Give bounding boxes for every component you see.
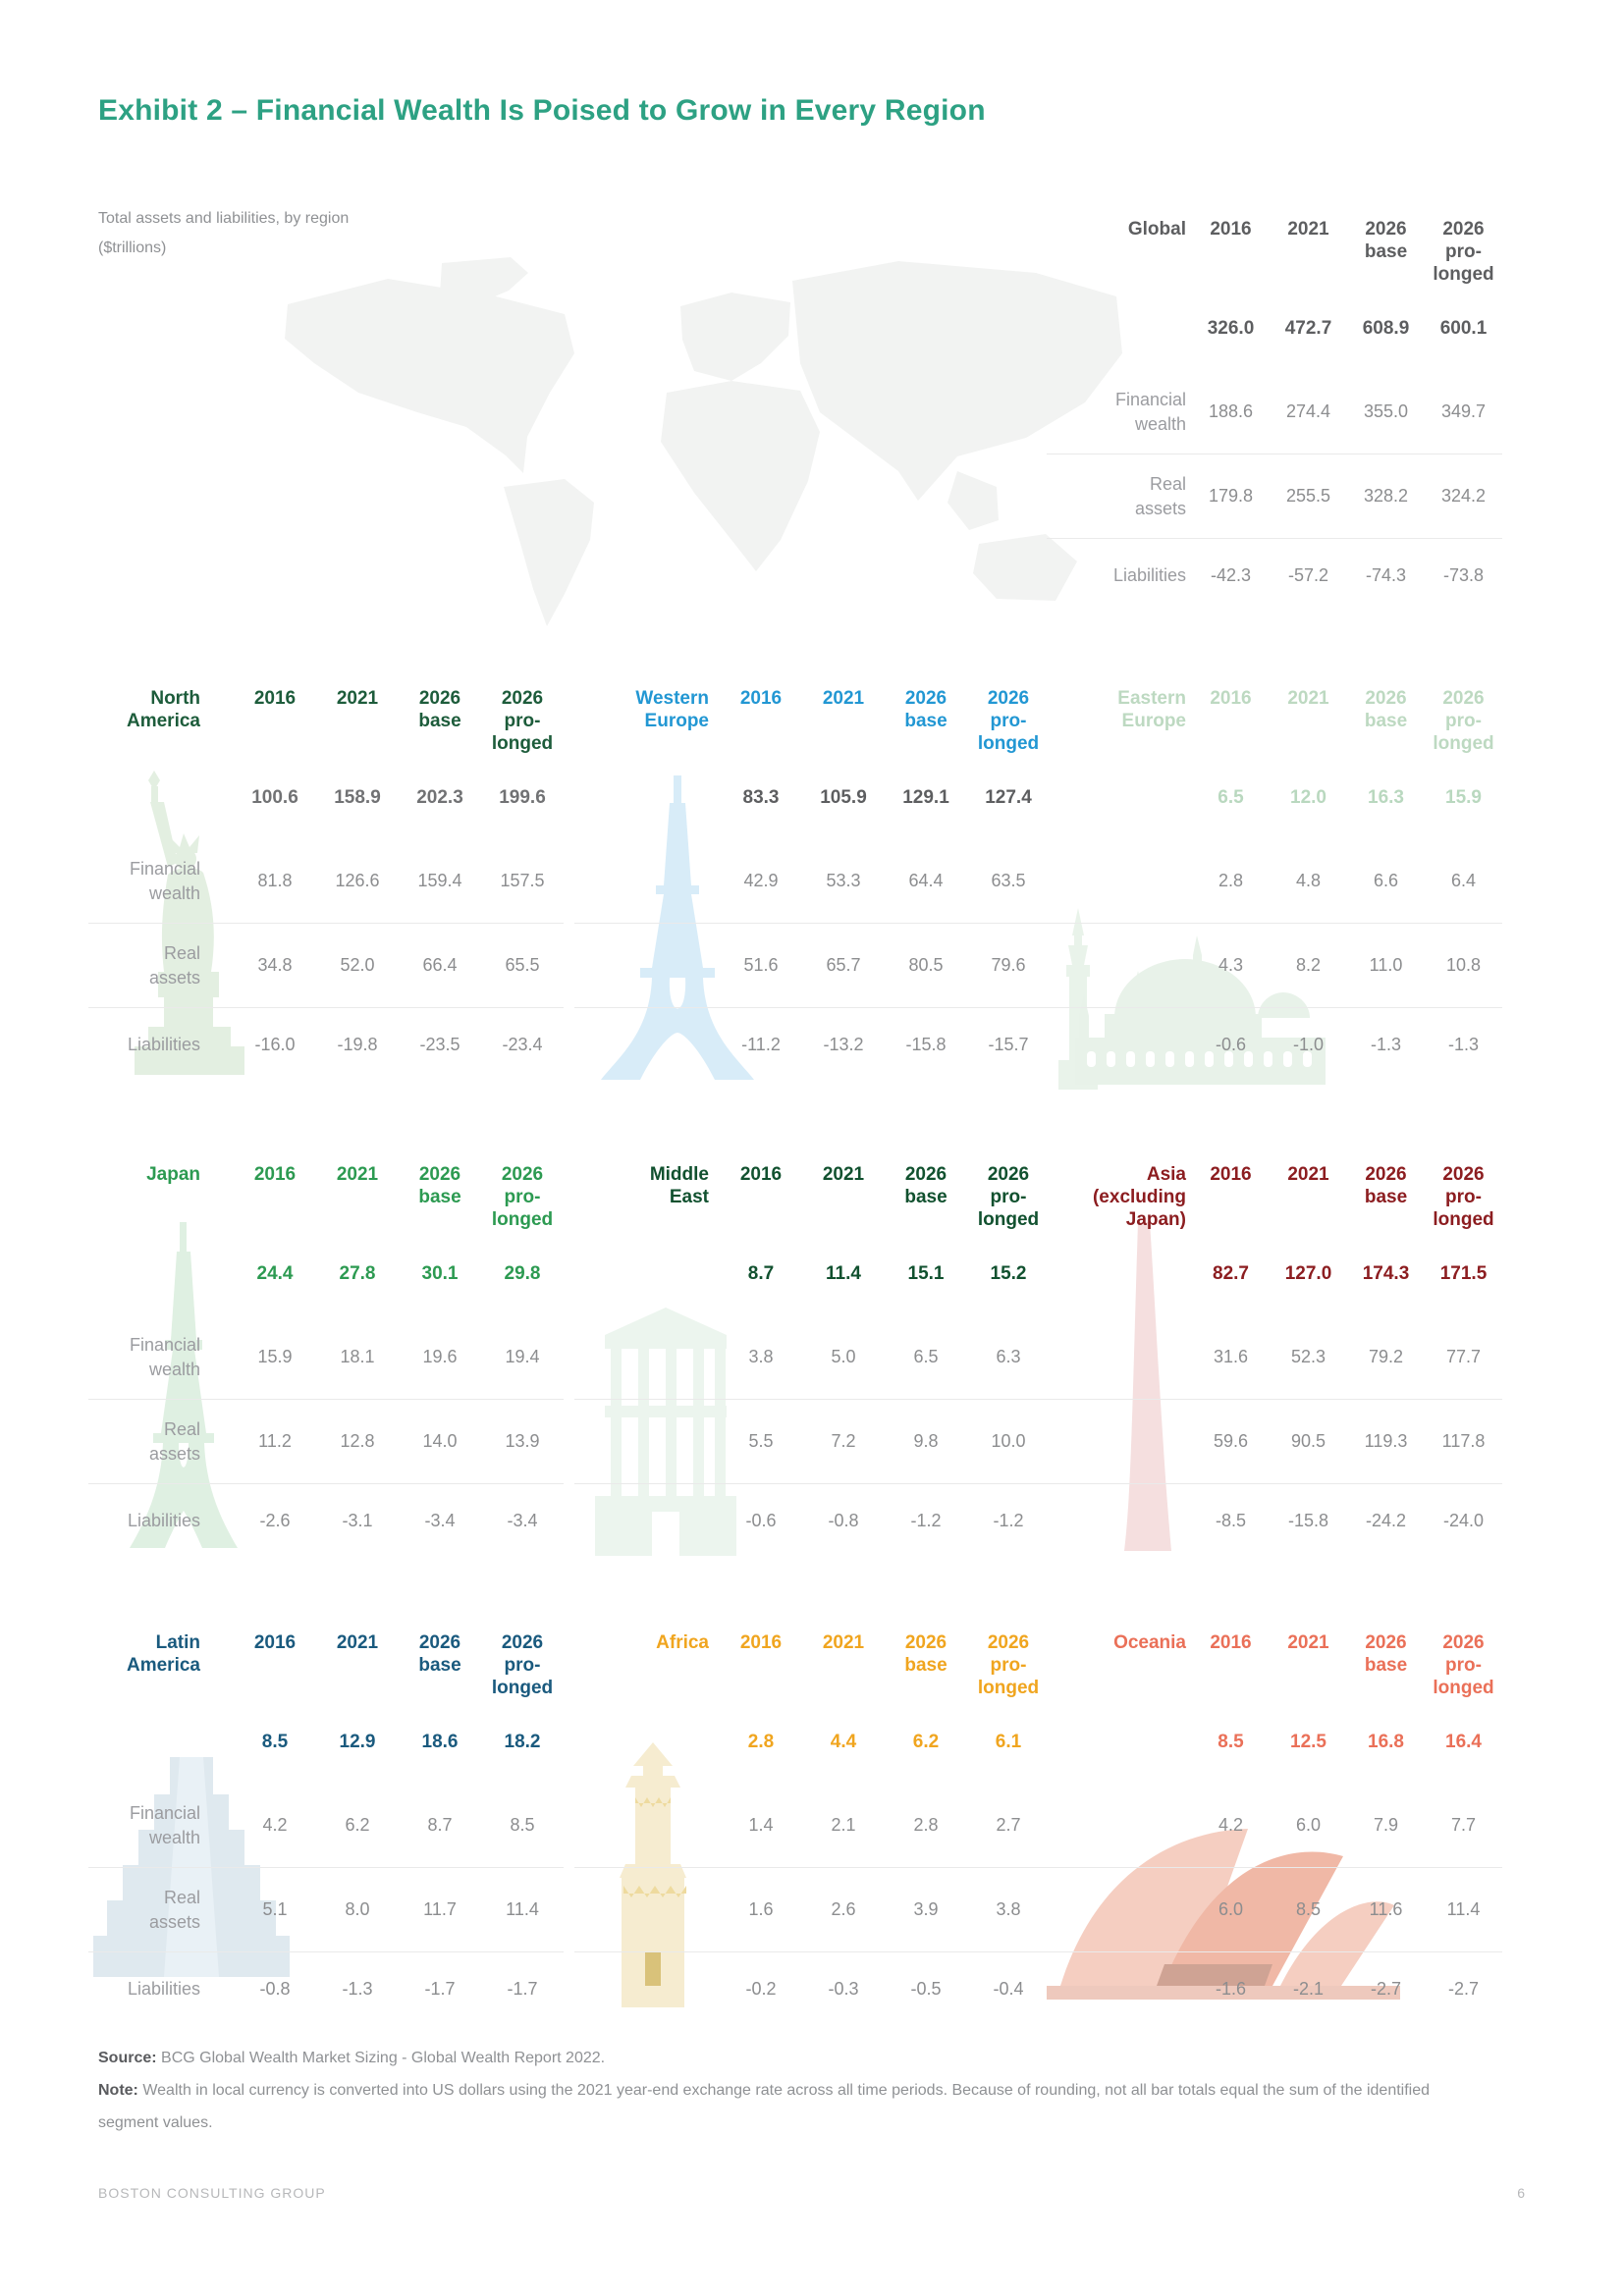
value-cell: 11.4	[1446, 1899, 1481, 1919]
value-cell: 2.1	[831, 1815, 856, 1835]
financial-wealth-row	[1047, 1784, 1502, 1867]
value-cell: 51.6	[743, 955, 779, 975]
value-cell: 11.4	[506, 1899, 539, 1919]
real-assets-row	[1047, 923, 1502, 1007]
value-cell: -57.2	[1287, 565, 1329, 585]
value-cell: 11.6	[1369, 1899, 1403, 1919]
table-header-row	[88, 1163, 564, 1232]
total-value: 16.8	[1368, 1731, 1404, 1752]
value-cell: 8.5	[1295, 1899, 1322, 1919]
total-value: 29.8	[504, 1262, 541, 1284]
financial-wealth-row	[1047, 839, 1502, 923]
financial-wealth-row	[574, 1784, 1050, 1867]
financial-wealth-row	[574, 839, 1050, 923]
liabilities-row	[574, 1951, 1050, 2026]
region-title: Oceania	[1113, 1632, 1186, 1653]
value-cell: -15.8	[905, 1035, 947, 1054]
region-title: Eastern Europe	[1117, 688, 1186, 731]
column-header: 2026 base	[418, 1632, 461, 1676]
financial-wealth-row	[88, 839, 564, 923]
total-value: 12.9	[339, 1731, 376, 1752]
row-label: Real assets	[148, 942, 200, 988]
value-cell: 159.4	[417, 871, 462, 890]
value-cell: 11.7	[423, 1899, 457, 1919]
value-cell: 9.8	[913, 1431, 939, 1451]
column-header: 2021	[336, 1164, 379, 1185]
column-header: 2021	[822, 688, 865, 709]
total-row	[88, 756, 564, 839]
total-value: 16.4	[1445, 1731, 1482, 1752]
total-value: 472.7	[1284, 317, 1332, 339]
value-cell: 63.5	[991, 871, 1026, 890]
table-global	[1047, 218, 1502, 613]
value-cell: -1.7	[424, 1979, 456, 1999]
total-value: 326.0	[1207, 317, 1255, 339]
value-cell: -0.4	[993, 1979, 1024, 1999]
value-cell: 355.0	[1363, 401, 1409, 421]
liabilities-row	[88, 1007, 564, 1082]
total-value: 15.1	[907, 1262, 945, 1284]
value-cell: -2.6	[259, 1511, 291, 1530]
financial-wealth-row	[1047, 370, 1502, 454]
value-cell: -3.4	[424, 1511, 456, 1530]
table-africa	[574, 1631, 1050, 2026]
table-japan	[88, 1163, 564, 1558]
value-cell: 2.8	[1218, 871, 1244, 890]
liabilities-row	[574, 1483, 1050, 1558]
value-cell: -0.2	[745, 1979, 777, 1999]
footer-company: BOSTON CONSULTING GROUP	[98, 2185, 326, 2201]
page-footer	[98, 2185, 1526, 2201]
table-header-row	[1047, 1631, 1502, 1700]
column-header: 2021	[822, 1632, 865, 1653]
table-header-row	[1047, 218, 1502, 287]
column-header: 2021	[336, 688, 379, 709]
value-cell: 179.8	[1208, 486, 1254, 506]
value-cell: 15.9	[257, 1347, 293, 1366]
column-header: 2016	[253, 1632, 297, 1653]
column-header: 2026 base	[1364, 1164, 1408, 1207]
financial-wealth-row	[88, 1784, 564, 1867]
value-cell: -16.0	[254, 1035, 296, 1054]
real-assets-row	[574, 1867, 1050, 1951]
value-cell: 5.5	[748, 1431, 774, 1451]
region-title: Western Europe	[635, 688, 709, 731]
value-cell: 8.2	[1295, 955, 1322, 975]
row-label: Real assets	[148, 1887, 200, 1932]
real-assets-row	[88, 1867, 564, 1951]
table-header-row	[574, 1163, 1050, 1232]
value-cell: 11.2	[258, 1431, 292, 1451]
table-middle-east	[574, 1163, 1050, 1558]
column-header: 2021	[1287, 1164, 1329, 1185]
real-assets-row	[1047, 454, 1502, 538]
row-label: Liabilities	[127, 1511, 200, 1530]
total-value: 12.5	[1290, 1731, 1326, 1752]
value-cell: -15.8	[1287, 1511, 1329, 1530]
value-cell: 64.4	[908, 871, 944, 890]
value-cell: 8.0	[345, 1899, 370, 1919]
total-row	[574, 756, 1050, 839]
value-cell: 53.3	[826, 871, 861, 890]
real-assets-row	[574, 923, 1050, 1007]
column-header: 2026 base	[904, 688, 947, 731]
column-header: 2016	[1210, 688, 1252, 709]
value-cell: 7.7	[1450, 1815, 1477, 1835]
source-text: BCG Global Wealth Market Sizing - Global Wealth Report 2022.	[156, 2050, 606, 2066]
column-header: 2026 pro- longed	[977, 1164, 1040, 1230]
value-cell: 11.0	[1369, 955, 1403, 975]
total-row	[1047, 756, 1502, 839]
total-value: 12.0	[1290, 786, 1326, 808]
column-header: 2026 pro- longed	[1433, 219, 1494, 285]
value-cell: 79.2	[1368, 1347, 1404, 1366]
value-cell: -3.1	[342, 1511, 373, 1530]
value-cell: 126.6	[335, 871, 380, 890]
value-cell: 19.6	[422, 1347, 458, 1366]
value-cell: 79.6	[991, 955, 1026, 975]
value-cell: 2.7	[996, 1815, 1021, 1835]
total-value: 608.9	[1362, 317, 1410, 339]
region-title: Asia (excluding Japan)	[1092, 1164, 1186, 1230]
column-header: 2021	[1287, 1632, 1329, 1653]
real-assets-row	[574, 1399, 1050, 1483]
value-cell: 6.2	[345, 1815, 370, 1835]
real-assets-row	[1047, 1867, 1502, 1951]
table-header-row	[1047, 1163, 1502, 1232]
table-latin-america	[88, 1631, 564, 2026]
value-cell: 4.3	[1218, 955, 1244, 975]
world-map-illustration	[270, 245, 1129, 633]
value-cell: 19.4	[505, 1347, 540, 1366]
value-cell: 42.9	[743, 871, 779, 890]
value-cell: 2.6	[831, 1899, 856, 1919]
total-value: 27.8	[339, 1262, 376, 1284]
value-cell: 324.2	[1440, 486, 1487, 506]
total-value: 8.5	[261, 1731, 289, 1752]
total-value: 199.6	[499, 786, 546, 808]
column-header: 2026 base	[1364, 1632, 1408, 1676]
column-header: 2021	[822, 1164, 865, 1185]
value-cell: 4.8	[1295, 871, 1322, 890]
column-header: 2026 pro- longed	[1433, 688, 1494, 754]
region-title: Global	[1127, 219, 1186, 240]
value-cell: 8.7	[427, 1815, 453, 1835]
total-value: 15.2	[990, 1262, 1027, 1284]
total-row	[88, 1232, 564, 1315]
value-cell: -24.0	[1442, 1511, 1485, 1530]
value-cell: 12.8	[340, 1431, 375, 1451]
value-cell: -74.3	[1365, 565, 1407, 585]
total-row	[574, 1700, 1050, 1784]
total-value: 600.1	[1439, 317, 1488, 339]
value-cell: -2.7	[1447, 1979, 1480, 1999]
column-header: 2016	[739, 1632, 783, 1653]
total-value: 24.4	[256, 1262, 294, 1284]
value-cell: 13.9	[505, 1431, 540, 1451]
value-cell: 6.0	[1218, 1899, 1244, 1919]
column-header: 2026 pro- longed	[977, 1632, 1040, 1698]
column-header: 2026 pro- longed	[491, 688, 554, 754]
table-header-row	[88, 687, 564, 756]
total-row	[1047, 287, 1502, 370]
liabilities-row	[1047, 538, 1502, 613]
total-value: 174.3	[1362, 1262, 1410, 1284]
total-value: 8.5	[1218, 1731, 1244, 1752]
total-row	[1047, 1232, 1502, 1315]
total-value: 6.5	[1218, 786, 1244, 808]
value-cell: -2.7	[1370, 1979, 1402, 1999]
total-value: 6.2	[912, 1731, 940, 1752]
total-value: 100.6	[251, 786, 298, 808]
column-header: 2026 pro- longed	[1433, 1164, 1494, 1230]
value-cell: 66.4	[422, 955, 458, 975]
value-cell: 6.4	[1450, 871, 1477, 890]
row-label: Financial wealth	[129, 1802, 200, 1847]
value-cell: 5.0	[831, 1347, 856, 1366]
table-asia-excluding-japan	[1047, 1163, 1502, 1558]
column-header: 2026 pro- longed	[1433, 1632, 1494, 1698]
column-header: 2026 base	[1364, 219, 1408, 262]
value-cell: -0.8	[259, 1979, 291, 1999]
row-label: Financial wealth	[129, 858, 200, 903]
table-header-row	[88, 1631, 564, 1700]
total-value: 82.7	[1213, 1262, 1249, 1284]
value-cell: 1.6	[748, 1899, 774, 1919]
real-assets-row	[1047, 1399, 1502, 1483]
column-header: 2016	[739, 688, 783, 709]
value-cell: -0.5	[910, 1979, 942, 1999]
liabilities-row	[1047, 1007, 1502, 1082]
table-north-america	[88, 687, 564, 1082]
value-cell: 3.8	[996, 1899, 1021, 1919]
total-value: 2.8	[747, 1731, 775, 1752]
value-cell: -1.3	[1370, 1035, 1402, 1054]
value-cell: 7.2	[831, 1431, 856, 1451]
column-header: 2021	[1287, 219, 1329, 240]
row-label: Liabilities	[1112, 565, 1186, 585]
value-cell: 3.8	[748, 1347, 774, 1366]
value-cell: 59.6	[1213, 1431, 1249, 1451]
total-row	[1047, 1700, 1502, 1784]
value-cell: -0.6	[1215, 1035, 1247, 1054]
value-cell: -1.0	[1292, 1035, 1325, 1054]
value-cell: 6.5	[913, 1347, 939, 1366]
column-header: 2026 pro- longed	[491, 1632, 554, 1698]
footer-page-number: 6	[1517, 2185, 1526, 2201]
total-value: 16.3	[1368, 786, 1404, 808]
total-value: 127.0	[1284, 1262, 1332, 1284]
total-value: 202.3	[416, 786, 463, 808]
table-header-row	[1047, 687, 1502, 756]
region-title: North America	[127, 688, 200, 731]
table-eastern-europe	[1047, 687, 1502, 1082]
value-cell: 255.5	[1285, 486, 1331, 506]
value-cell: -1.2	[910, 1511, 942, 1530]
column-header: 2026 base	[418, 1164, 461, 1207]
value-cell: 157.5	[500, 871, 545, 890]
value-cell: -13.2	[823, 1035, 864, 1054]
region-title: Middle East	[649, 1164, 709, 1207]
table-oceania	[1047, 1631, 1502, 2026]
value-cell: 4.2	[1218, 1815, 1244, 1835]
value-cell: -73.8	[1442, 565, 1485, 585]
total-value: 18.2	[504, 1731, 541, 1752]
total-value: 4.4	[830, 1731, 857, 1752]
column-header: 2026 base	[418, 688, 461, 731]
value-cell: 77.7	[1445, 1347, 1482, 1366]
value-cell: 81.8	[257, 871, 293, 890]
value-cell: -11.2	[741, 1035, 781, 1054]
column-header: 2016	[1210, 1632, 1252, 1653]
row-label: Liabilities	[127, 1979, 200, 1999]
value-cell: 117.8	[1441, 1431, 1486, 1451]
value-cell: 65.5	[505, 955, 540, 975]
total-value: 15.9	[1445, 786, 1482, 808]
region-title: Japan	[146, 1164, 200, 1185]
total-value: 127.4	[985, 786, 1032, 808]
column-header: 2016	[739, 1164, 783, 1185]
value-cell: -0.8	[828, 1511, 859, 1530]
total-row	[574, 1232, 1050, 1315]
note-text: Wealth in local currency is converted into US dollars using the 2021 year-end exchange rate across all time periods. Because of rounding, not all bar totals equal the sum of the identified segment values.	[98, 2082, 1431, 2131]
column-header: 2016	[1210, 219, 1252, 240]
value-cell: 188.6	[1208, 401, 1254, 421]
value-cell: -3.4	[507, 1511, 538, 1530]
row-label: Real assets	[1134, 473, 1186, 518]
real-assets-row	[88, 923, 564, 1007]
value-cell: 3.9	[913, 1899, 939, 1919]
total-value: 171.5	[1439, 1262, 1488, 1284]
note-line	[98, 2074, 1492, 2139]
subtitle-line-1: Total assets and liabilities, by region	[98, 210, 350, 227]
total-value: 11.4	[826, 1262, 861, 1284]
value-cell: 34.8	[257, 955, 293, 975]
value-cell: 119.3	[1364, 1431, 1408, 1451]
liabilities-row	[88, 1951, 564, 2026]
row-label: Financial wealth	[129, 1334, 200, 1379]
value-cell: -19.8	[337, 1035, 378, 1054]
value-cell: 14.0	[422, 1431, 458, 1451]
total-value: 8.7	[747, 1262, 775, 1284]
value-cell: 65.7	[826, 955, 861, 975]
region-title: Latin America	[127, 1632, 200, 1676]
column-header: 2016	[253, 1164, 297, 1185]
value-cell: -23.5	[419, 1035, 460, 1054]
liabilities-row	[1047, 1951, 1502, 2026]
liabilities-row	[1047, 1483, 1502, 1558]
value-cell: 18.1	[340, 1347, 375, 1366]
total-value: 83.3	[742, 786, 780, 808]
total-value: 129.1	[902, 786, 949, 808]
value-cell: 52.3	[1290, 1347, 1326, 1366]
value-cell: 2.8	[913, 1815, 939, 1835]
liabilities-row	[88, 1483, 564, 1558]
financial-wealth-row	[1047, 1315, 1502, 1399]
value-cell: -0.6	[745, 1511, 777, 1530]
value-cell: 8.5	[510, 1815, 535, 1835]
value-cell: -24.2	[1365, 1511, 1407, 1530]
value-cell: 1.4	[748, 1815, 774, 1835]
value-cell: 80.5	[908, 955, 944, 975]
value-cell: 31.6	[1213, 1347, 1249, 1366]
source-label: Source:	[98, 2050, 157, 2066]
source-line	[98, 2042, 1492, 2074]
total-row	[88, 1700, 564, 1784]
financial-wealth-row	[574, 1315, 1050, 1399]
value-cell: -0.3	[828, 1979, 859, 1999]
column-header: 2016	[1210, 1164, 1252, 1185]
column-header: 2026 base	[904, 1164, 947, 1207]
column-header: 2021	[1287, 688, 1329, 709]
value-cell: -1.7	[507, 1979, 538, 1999]
value-cell: 328.2	[1363, 486, 1409, 506]
table-header-row	[574, 687, 1050, 756]
column-header: 2026 base	[1364, 688, 1408, 731]
value-cell: 10.0	[991, 1431, 1026, 1451]
column-header: 2021	[336, 1632, 379, 1653]
column-header: 2016	[253, 688, 297, 709]
subtitle-line-2: ($trillions)	[98, 240, 167, 256]
row-label: Liabilities	[127, 1035, 200, 1054]
value-cell: -1.6	[1215, 1979, 1247, 1999]
total-value: 6.1	[995, 1731, 1022, 1752]
value-cell: 90.5	[1290, 1431, 1326, 1451]
total-value: 30.1	[421, 1262, 459, 1284]
value-cell: -8.5	[1215, 1511, 1247, 1530]
total-value: 18.6	[421, 1731, 459, 1752]
footnotes	[98, 2042, 1492, 2139]
exhibit-subtitle	[98, 204, 349, 263]
row-label: Real assets	[148, 1418, 200, 1464]
value-cell: 6.3	[996, 1347, 1021, 1366]
value-cell: 349.7	[1440, 401, 1487, 421]
row-label: Financial wealth	[1114, 389, 1186, 434]
value-cell: -15.7	[988, 1035, 1029, 1054]
value-cell: 4.2	[262, 1815, 288, 1835]
value-cell: 6.6	[1373, 871, 1399, 890]
column-header: 2026 pro- longed	[977, 688, 1040, 754]
value-cell: -23.4	[502, 1035, 543, 1054]
value-cell: -2.1	[1292, 1979, 1325, 1999]
region-title: Africa	[656, 1632, 709, 1653]
financial-wealth-row	[88, 1315, 564, 1399]
value-cell: 10.8	[1445, 955, 1482, 975]
note-label: Note:	[98, 2082, 138, 2099]
exhibit-title: Exhibit 2 – Financial Wealth Is Poised to Grow in Every Region	[98, 94, 986, 127]
table-header-row	[574, 1631, 1050, 1700]
value-cell: -1.2	[993, 1511, 1024, 1530]
value-cell: -1.3	[342, 1979, 373, 1999]
total-value: 158.9	[334, 786, 381, 808]
table-western-europe	[574, 687, 1050, 1082]
value-cell: -1.3	[1447, 1035, 1480, 1054]
column-header: 2026 pro- longed	[491, 1164, 554, 1230]
value-cell: 274.4	[1285, 401, 1331, 421]
value-cell: 6.0	[1295, 1815, 1322, 1835]
value-cell: 5.1	[262, 1899, 288, 1919]
column-header: 2026 base	[904, 1632, 947, 1676]
liabilities-row	[574, 1007, 1050, 1082]
total-value: 105.9	[820, 786, 867, 808]
real-assets-row	[88, 1399, 564, 1483]
value-cell: -42.3	[1210, 565, 1252, 585]
value-cell: 7.9	[1373, 1815, 1399, 1835]
value-cell: 52.0	[340, 955, 375, 975]
